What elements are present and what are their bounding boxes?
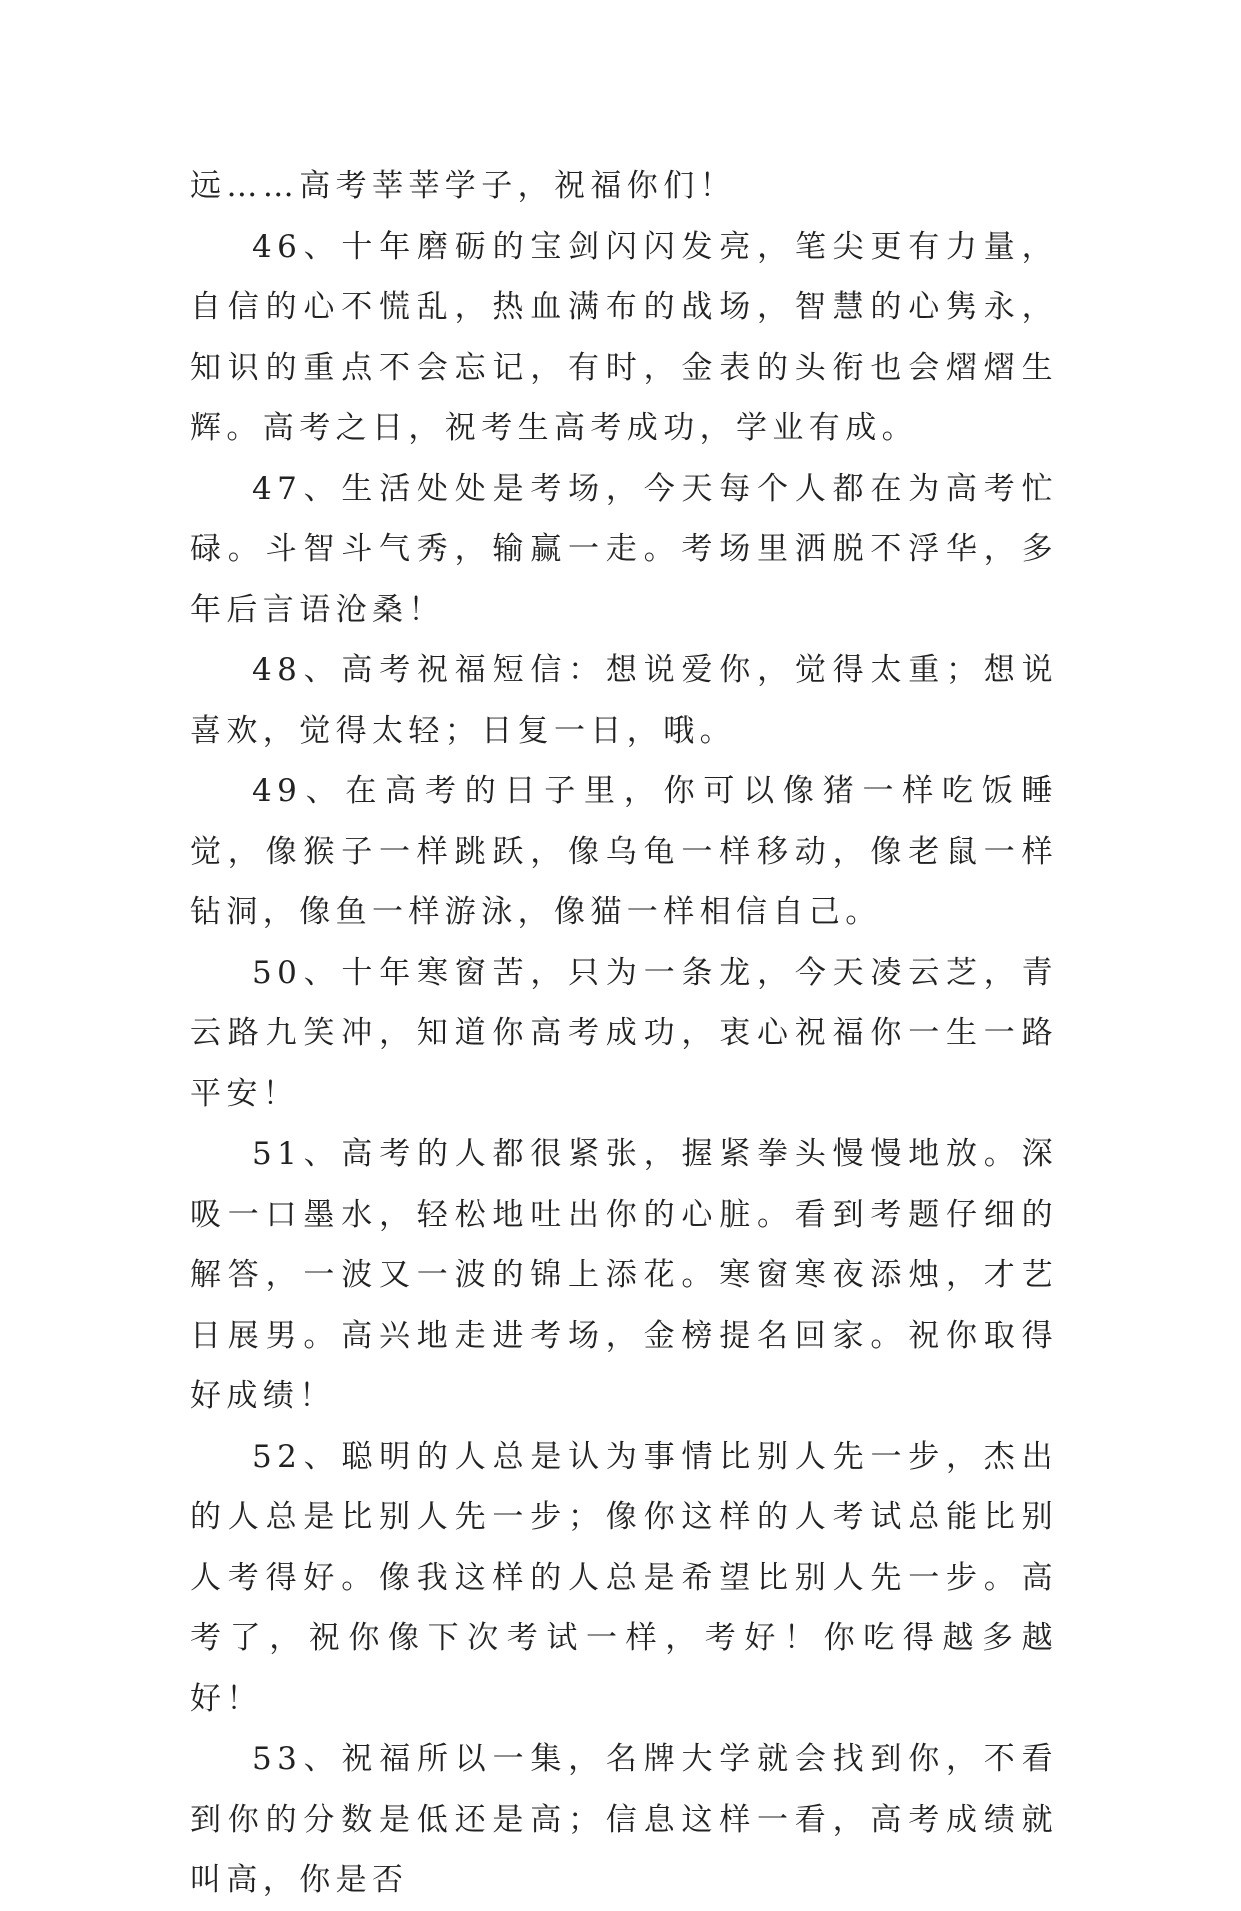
paragraph-52: 52、聪明的人总是认为事情比别人先一步，杰出的人总是比别人先一步；像你这样的人考试总能比别人考得好。像我这样的人总是希望比别人先一步。高考了，祝你像下次考试一样，考好！你吃得越多越好！: [190, 1438, 1058, 1717]
paragraph-50: 50、十年寒窗苦，只为一条龙，今天凌云芝，青云路九笑冲，知道你高考成功，衷心祝福你一生一路平安！: [190, 954, 1058, 1112]
paragraph-46: 46、十年磨砺的宝剑闪闪发亮，笔尖更有力量，自信的心不慌乱，热血满布的战场，智慧的心隽永，知识的重点不会忘记，有时，金表的头衔也会熠熠生辉。高考之日，祝考生高考成功，学业有成。: [190, 228, 1058, 446]
paragraph-47: 47、生活处处是考场，今天每个人都在为高考忙碌。斗智斗气秀，输赢一走。考场里洒脱不浮华，多年后言语沧桑！: [190, 470, 1058, 628]
document-body: [190, 156, 1058, 1911]
paragraph-53: 53、祝福所以一集，名牌大学就会找到你，不看到你的分数是低还是高；信息这样一看，高考成绩就叫高，你是否: [190, 1741, 1058, 1898]
paragraph-51: 51、高考的人都很紧张，握紧拳头慢慢地放。深吸一口墨水，轻松地吐出你的心脏。看到考题仔细的解答，一波又一波的锦上添花。寒窗寒夜添烛，才艺日展男。高兴地走进考场，金榜提名回家。祝你取得好成绩！: [190, 1136, 1058, 1414]
paragraph-49: 49、在高考的日子里，你可以像猪一样吃饭睡觉，像猴子一样跳跃，像乌龟一样移动，像老鼠一样钻洞，像鱼一样游泳，像猫一样相信自己。: [190, 773, 1058, 930]
paragraph-continuation: 远……高考莘莘学子，祝福你们！: [190, 168, 736, 204]
paragraph-48: 48、高考祝福短信：想说爱你，觉得太重；想说喜欢，觉得太轻；日复一日，哦。: [190, 652, 1058, 749]
